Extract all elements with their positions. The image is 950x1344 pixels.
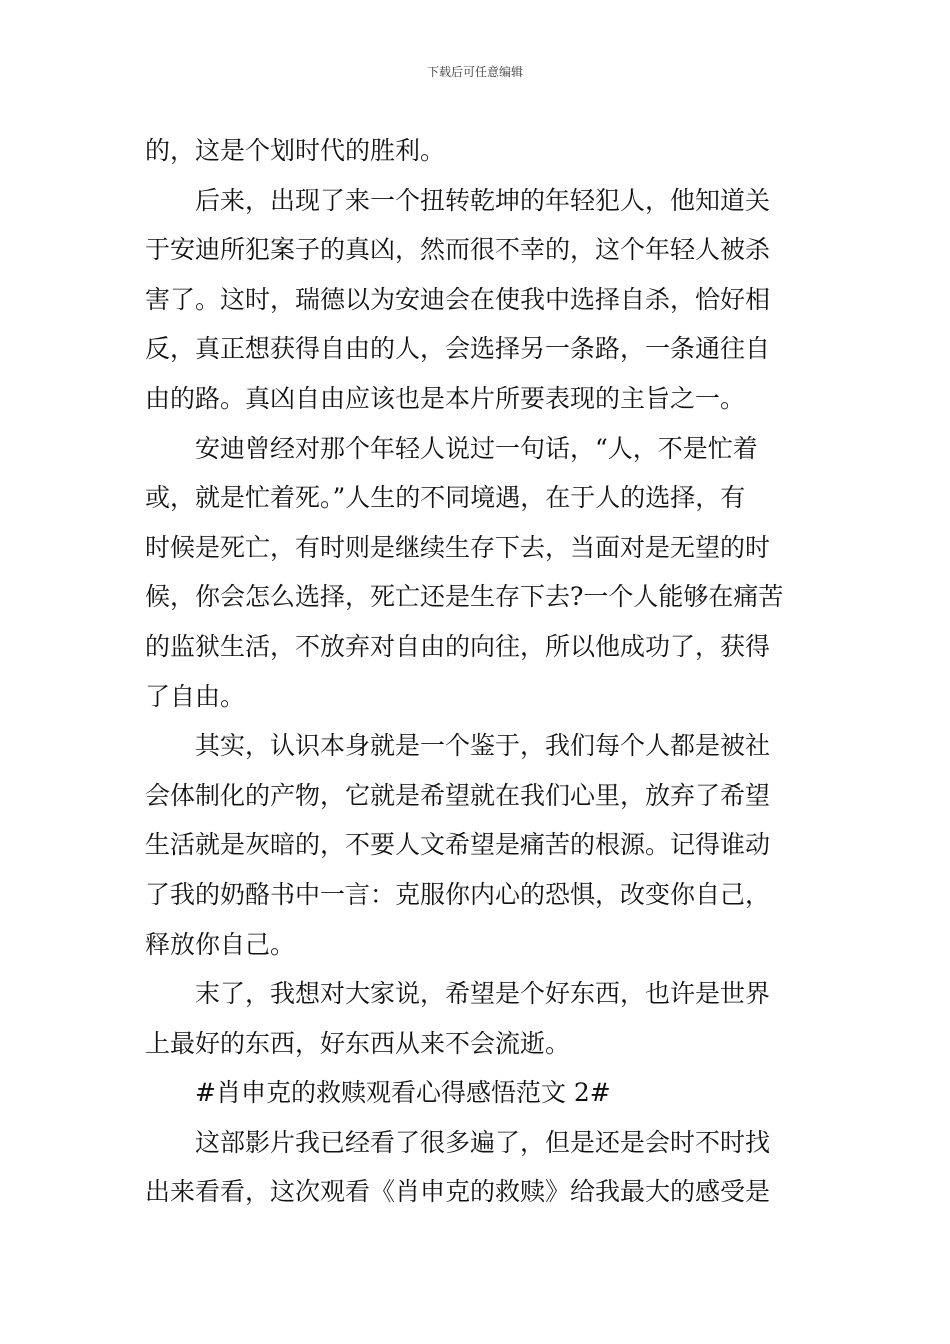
- text-line: 由的路。真凶自由应该也是本片所要表现的主旨之一。: [145, 383, 746, 413]
- text-line: 安迪曾经对那个年轻人说过一句话，“人，不是忙着: [195, 433, 758, 463]
- section-heading: #肖申克的救赎观看心得感悟范文 2#: [195, 1078, 611, 1108]
- text-line: 后来，出现了来一个扭转乾坤的年轻犯人，他知道关: [195, 185, 771, 215]
- text-line: 反，真正想获得自由的人，会选择另一条路，一条通往自: [145, 334, 771, 364]
- document-body: [145, 126, 809, 1217]
- text-line: 或，就是忙着死。”人生的不同境遇，在于人的选择，有: [145, 483, 746, 513]
- text-line: 时候是死亡，有时则是继续生存下去，当面对是无望的时: [145, 532, 771, 562]
- text-line: 会体制化的产物，它就是希望就在我们心里，放弃了希望: [145, 780, 771, 810]
- text-line: 了自由。: [145, 681, 246, 711]
- text-line: 末了，我想对大家说，希望是个好东西，也许是世界: [195, 979, 771, 1009]
- text-line: 候，你会怎么选择，死亡还是生存下去?一个人能够在痛苦: [145, 582, 784, 612]
- page-header: 下载后可任意编辑: [426, 65, 523, 79]
- text-line: 的，这是个划时代的胜利。: [145, 136, 446, 165]
- text-line: 其实，认识本身就是一个鉴于，我们每个人都是被社: [195, 731, 771, 761]
- text-line: 的监狱生活，不放弃对自由的向往，所以他成功了，获得: [145, 631, 771, 661]
- text-line: 生活就是灰暗的，不要人文希望是痛苦的根源。记得谁动: [145, 830, 771, 860]
- text-line: 这部影片我已经看了很多遍了，但是还是会时不时找: [195, 1127, 771, 1157]
- text-line: 害了。这时，瑞德以为安迪会在使我中选择自杀，恰好相: [145, 284, 771, 314]
- text-line: 了我的奶酪书中一言：克服你内心的恐惧，改变你自己，: [145, 879, 771, 909]
- text-line: 释放你自己。: [145, 929, 296, 959]
- text-line: 于安迪所犯案子的真凶，然而很不幸的，这个年轻人被杀: [145, 235, 771, 265]
- text-line: 上最好的东西，好东西从来不会流逝。: [145, 1028, 571, 1058]
- text-line: 出来看看，这次观看《肖申克的救赎》给我最大的感受是: [145, 1177, 771, 1207]
